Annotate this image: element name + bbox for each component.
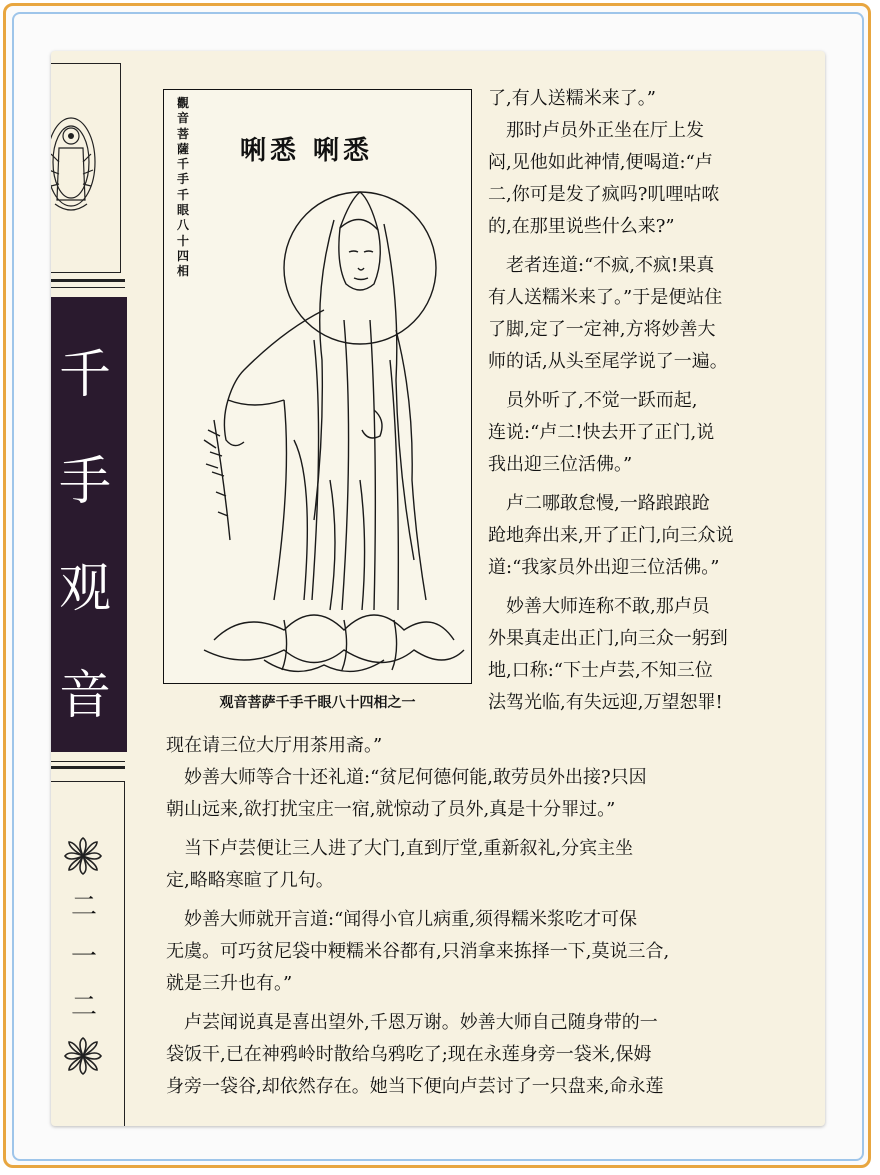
text-line: 妙善大师等合十还礼道:“贫尼何德何能,敢劳员外出接?只因	[166, 767, 647, 788]
text-line: 师的话,从头至尾学说了一遍。	[488, 351, 728, 372]
spine-title-char: 手	[58, 452, 111, 512]
text-line: 老者连道:“不疯,不疯!果真	[488, 255, 715, 276]
text-line: 了脚,定了一定神,方将妙善大	[488, 319, 716, 340]
guanyin-figure-icon	[164, 180, 469, 680]
guanyin-emblem-icon	[51, 104, 115, 234]
book-page	[51, 51, 825, 1126]
spine-rule	[51, 761, 125, 762]
flower-ornament-icon	[63, 836, 103, 876]
spine-rule	[51, 287, 125, 288]
text-line: 地,口称:“下士卢芸,不知三位	[488, 660, 713, 681]
spine-title-band	[51, 297, 127, 752]
text-line: 的,在那里说些什么来?”	[488, 216, 675, 237]
text-line: 法驾光临,有失远迎,万望恕罪!	[488, 692, 723, 713]
flower-ornament-icon	[63, 1036, 103, 1076]
spine-title-char: 千	[58, 345, 111, 405]
page-number-char: 二	[70, 892, 97, 922]
text-line: 卢芸闻说真是喜出望外,千恩万谢。妙善大师自己随身带的一	[166, 1012, 658, 1033]
guanyin-illustration	[163, 89, 472, 684]
text-line: 妙善大师连称不敢,那卢员	[488, 596, 710, 617]
text-line: 卢二哪敢怠慢,一路踉踉跄	[488, 493, 710, 514]
text-line: 外果真走出正门,向三众一躬到	[488, 628, 728, 649]
page-number-char: 一	[70, 942, 97, 972]
text-line: 了,有人送糯米来了。”	[488, 88, 656, 109]
text-line: 无虞。可巧贫尼袋中粳糯米谷都有,只消拿来拣择一下,莫说三合,	[166, 941, 670, 962]
page-number-char: 二	[70, 992, 97, 1022]
illustration-heading: 唎悉 唎悉	[240, 136, 374, 166]
illustration-side-text: 觀音菩薩千手千眼八十四相	[176, 96, 189, 279]
text-line: 妙善大师就开言道:“闻得小官儿病重,须得糯米浆吃才可保	[166, 909, 637, 930]
text-line: 袋饭干,已在神鸦岭时散给乌鸦吃了;现在永莲身旁一袋米,保姆	[166, 1044, 652, 1065]
text-line: 员外听了,不觉一跃而起,	[488, 390, 698, 411]
text-line: 道:“我家员外出迎三位活佛。”	[488, 557, 720, 578]
spine-rule	[51, 279, 125, 282]
spine-title-char: 音	[58, 666, 111, 726]
text-line: 二,你可是发了疯吗?叽哩咕哝	[488, 184, 720, 205]
text-line: 身旁一袋谷,却依然存在。她当下便向卢芸讨了一只盘来,命永莲	[166, 1076, 664, 1097]
text-line: 闷,见他如此神情,便喝道:“卢	[488, 152, 713, 173]
text-line: 那时卢员外正坐在厅上发	[488, 120, 704, 141]
text-line: 定,略略寒暄了几句。	[166, 870, 334, 891]
spine-emblem-box	[51, 63, 121, 273]
page-number-box	[51, 781, 125, 1126]
text-line: 当下卢芸便让三人进了大门,直到厅堂,重新叙礼,分宾主坐	[166, 838, 634, 859]
text-line: 我出迎三位活佛。”	[488, 454, 633, 475]
spine-title-char: 观	[58, 559, 111, 619]
text-line: 现在请三位大厅用茶用斋。”	[166, 735, 383, 756]
text-line: 有人送糯米来了。”于是便站住	[488, 287, 723, 308]
text-line: 连说:“卢二!快去开了正门,说	[488, 422, 715, 443]
text-line: 就是三升也有。”	[166, 973, 293, 994]
illustration-caption: 观音菩萨千手千眼八十四相之一	[219, 695, 416, 711]
spine-rule	[51, 766, 125, 769]
text-line: 朝山远来,欲打扰宝庄一宿,就惊动了员外,真是十分罪过。”	[166, 799, 616, 820]
text-line: 跄地奔出来,开了正门,向三众说	[488, 525, 734, 546]
